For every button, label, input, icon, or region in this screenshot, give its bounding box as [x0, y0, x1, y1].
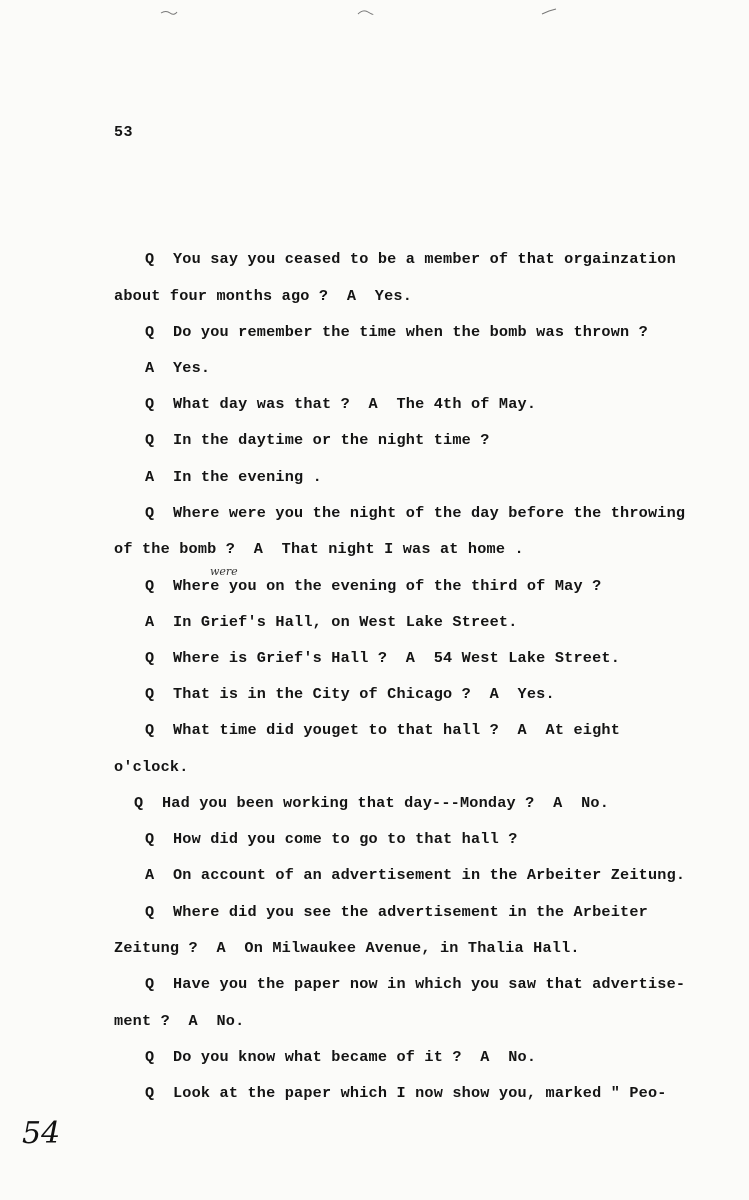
transcript-line: Q Had you been working that day---Monday ? A No.: [134, 794, 610, 812]
transcript-line: Q Where did you see the advertisement in the Arbeiter: [145, 903, 648, 921]
page-number: 53: [114, 124, 134, 141]
transcript-line: A On account of an advertisement in the Arbeiter Zeitung.: [145, 866, 686, 884]
transcript-line: Q Do you know what became of it ? A No.: [145, 1048, 537, 1066]
transcript-line: Q What time did youget to that hall ? A At eight: [145, 721, 621, 739]
scan-mark-icon: [160, 8, 178, 16]
transcript-line: of the bomb ? A That night I was at home .: [114, 540, 524, 558]
transcript-line: Zeitung ? A On Milwaukee Avenue, in Thalia Hall.: [114, 939, 580, 957]
transcript-line: Q That is in the City of Chicago ? A Yes.: [145, 685, 555, 703]
transcript-line: Q Where were you the night of the day before the throwing: [145, 504, 686, 522]
transcript-line: about four months ago ? A Yes.: [114, 287, 413, 305]
transcript-line: Q Have you the paper now in which you saw that advertise-: [145, 975, 686, 993]
transcript-line: A In the evening .: [145, 468, 322, 486]
handwritten-interlineation: were: [210, 565, 238, 578]
handwritten-page-number: 54: [22, 1116, 61, 1151]
transcript-line: o'clock.: [114, 758, 189, 776]
transcript-line: Q You say you ceased to be a member of that orgainzation: [145, 250, 676, 268]
scan-mark-icon: [356, 8, 374, 16]
transcript-line: Q Where you on the evening of the third of May ?: [145, 577, 602, 595]
transcript-line: Q Do you remember the time when the bomb was thrown ?: [145, 323, 648, 341]
transcript-line: Q What day was that ? A The 4th of May.: [145, 395, 537, 413]
transcript-line: Q In the daytime or the night time ?: [145, 431, 490, 449]
scan-mark-icon: [540, 8, 558, 16]
transcript-line: A In Grief's Hall, on West Lake Street.: [145, 613, 518, 631]
transcript-line: A Yes.: [145, 359, 211, 377]
transcript-line: Q Where is Grief's Hall ? A 54 West Lake Street.: [145, 649, 621, 667]
transcript-line: ment ? A No.: [114, 1012, 245, 1030]
transcript-line: Q Look at the paper which I now show you, marked " Peo-: [145, 1084, 667, 1102]
transcript-line: Q How did you come to go to that hall ?: [145, 830, 518, 848]
